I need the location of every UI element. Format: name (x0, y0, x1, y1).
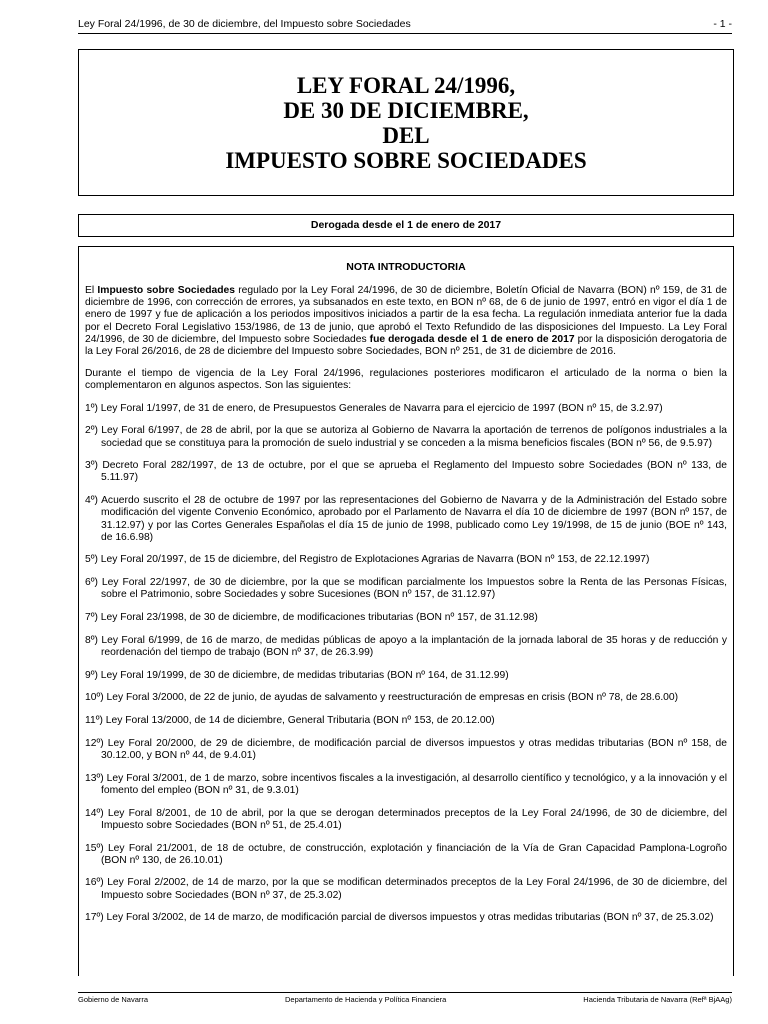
title-line-2: DE 30 DE DICIEMBRE, (283, 97, 529, 123)
page-number: - 1 - (713, 18, 732, 30)
intro-paragraph (85, 285, 727, 358)
page-header (78, 18, 732, 34)
list-item: 16º) Ley Foral 2/2002, de 14 de marzo, por la que se modifican determinados preceptos de la Ley Foral 24/1996, de 30 de diciembre, del Impuesto sobre Sociedades (BON nº 37, de 25.3.02) (85, 877, 727, 901)
intro-text-2: regulado por la Ley Foral 24/1996, de 30 de diciembre, Boletín Oficial de Navarra (BON) nº 159, de 31 de diciembre de 1996, con corrección de errores, ya subsanados en este texto, en BON nº 68, de 6 de junio de 1997, entró en vigor el día 1 de enero de 1997 y fue de aplicación a los periodos impositivos iniciados a partir de la esa fecha. La regulación inmediata anterior fue la dada por el Decreto Foral Legislativo 153/1986, de 13 de junio, que aprobó el Texto Refundido de las disposiciones del Impuesto. La Ley Foral 24/1996, de 30 de diciembre, del Impuesto sobre Sociedades (85, 285, 727, 345)
modifications-list (85, 403, 727, 925)
repeal-note: Derogada desde el 1 de enero de 2017 (78, 214, 734, 237)
intro-text-1: El (85, 285, 98, 296)
nota-heading: NOTA INTRODUCTORIA (346, 261, 466, 273)
list-item: 14º) Ley Foral 8/2001, de 10 de abril, por la que se derogan determinados preceptos de la Ley Foral 24/1996, de 30 de diciembre, del Impuesto sobre Sociedades (BON nº 51, de 25.4.01) (85, 807, 727, 831)
list-item: 12º) Ley Foral 20/2000, de 29 de diciembre, de modificación parcial de diversos impuestos y otras medidas tributarias (BON nº 158, de 30.12.00, y BON nº 44, de 9.4.01) (85, 737, 727, 761)
modifications-paragraph: Durante el tiempo de vigencia de la Ley Foral 24/1996, regulaciones posteriores modificaron el articulado de la norma o bien la complementaron en algunos aspectos. Son las siguientes: (85, 368, 727, 392)
list-item: 10º) Ley Foral 3/2000, de 22 de junio, de ayudas de salvamento y reestructuración de empresas en crisis (BON nº 78, de 28.6.00) (85, 692, 679, 704)
header-title: Ley Foral 24/1996, de 30 de diciembre, del Impuesto sobre Sociedades (78, 18, 411, 30)
title-line-3: DEL (382, 122, 430, 148)
title-line-1: LEY FORAL 24/1996, (296, 72, 516, 98)
list-item: 13º) Ley Foral 3/2001, de 1 de marzo, sobre incentivos fiscales a la investigación, al desarrollo científico y tecnológico, y a la innovación y el fomento del empleo (BON nº 31, de 9.3.01) (85, 772, 727, 796)
footer-center: Departamento de Hacienda y Política Financiera (285, 995, 447, 1004)
list-item: 15º) Ley Foral 21/2001, de 18 de octubre, de construcción, explotación y financiación de la Vía de Gran Capacidad Pamplona-Logroño (BON nº 130, de 26.10.01) (85, 842, 727, 866)
list-item: 11º) Ley Foral 13/2000, de 14 de diciembre, General Tributaria (BON nº 153, de 20.12.00) (85, 715, 495, 727)
intro-bold-repeal: fue derogada desde el 1 de enero de 2017 (369, 333, 575, 345)
footer-left: Gobierno de Navarra (78, 995, 149, 1004)
title-box (78, 49, 734, 196)
list-item: 6º) Ley Foral 22/1997, de 30 de diciembre, por la que se modifican parcialmente los Impuestos sobre la Renta de las Personas Físicas, sobre el Patrimonio, sobre Sociedades y sobre Sucesiones (BON nº 157, de 31.12.97) (85, 577, 727, 601)
introductory-note-box (78, 246, 734, 976)
title-line-4: IMPUESTO SOBRE SOCIEDADES (225, 147, 587, 173)
list-item: 1º) Ley Foral 1/1997, de 31 de enero, de Presupuestos Generales de Navarra para el ejercicio de 1997 (BON nº 15, de 3.2.97) (85, 402, 663, 414)
list-item: 8º) Ley Foral 6/1999, de 16 de marzo, de medidas públicas de apoyo a la implantación de la jornada laboral de 35 horas y de reducción y reordenación del tiempo de trabajo (BON nº 37, de 26.3.99) (85, 634, 727, 658)
list-item: 7º) Ley Foral 23/1998, de 30 de diciembre, de modificaciones tributarias (BON nº 157, de 31.12.98) (85, 612, 538, 624)
intro-bold-tax-name: Impuesto sobre Sociedades (97, 285, 235, 296)
footer-right: Hacienda Tributaria de Navarra (Refª BjAAg) (583, 995, 732, 1004)
list-item: 17º) Ley Foral 3/2002, de 14 de marzo, de modificación parcial de diversos impuestos y otras medidas tributarias (BON nº 37, de 25.3.02) (85, 912, 714, 924)
list-item: 5º) Ley Foral 20/1997, de 15 de diciembre, del Registro de Explotaciones Agrarias de Navarra (BON nº 153, de 22.12.1997) (85, 554, 650, 566)
list-item: 4º) Acuerdo suscrito el 28 de octubre de 1997 por las representaciones del Gobierno de Navarra y de la Administración del Estado sobre modificación del vigente Convenio Económico, aprobado por el Parlamento de Navarra el día 10 de diciembre de 1997 (BON nº 157, de 31.12.97) y por las Cortes Generales Españolas el día 15 de junio de 1998, publicado como Ley 19/1998, de 15 de junio (BOE nº 143, de 16.6.98) (85, 495, 727, 543)
intro-text-3: por la disposición derogatoria de la Ley Foral 26/2016, de 28 de diciembre del Impuesto sobre Sociedades, BON nº 251, de 31 de diciembre de 2016. (85, 333, 727, 358)
list-item: 2º) Ley Foral 6/1997, de 28 de abril, por la que se autoriza al Gobierno de Navarra la aportación de terrenos de polígonos industriales a la sociedad que se constituya para la promoción de suelo industrial y se conceden a la misma beneficios fiscales (BON nº 56, de 9.5.97) (85, 425, 727, 449)
list-item: 9º) Ley Foral 19/1999, de 30 de diciembre, de medidas tributarias (BON nº 164, de 31.12.99) (85, 669, 509, 681)
page-footer (78, 992, 732, 1004)
list-item: 3º) Decreto Foral 282/1997, de 13 de octubre, por el que se aprueba el Reglamento del Impuesto sobre Sociedades (BON nº 133, de 5.11.97) (85, 460, 727, 484)
